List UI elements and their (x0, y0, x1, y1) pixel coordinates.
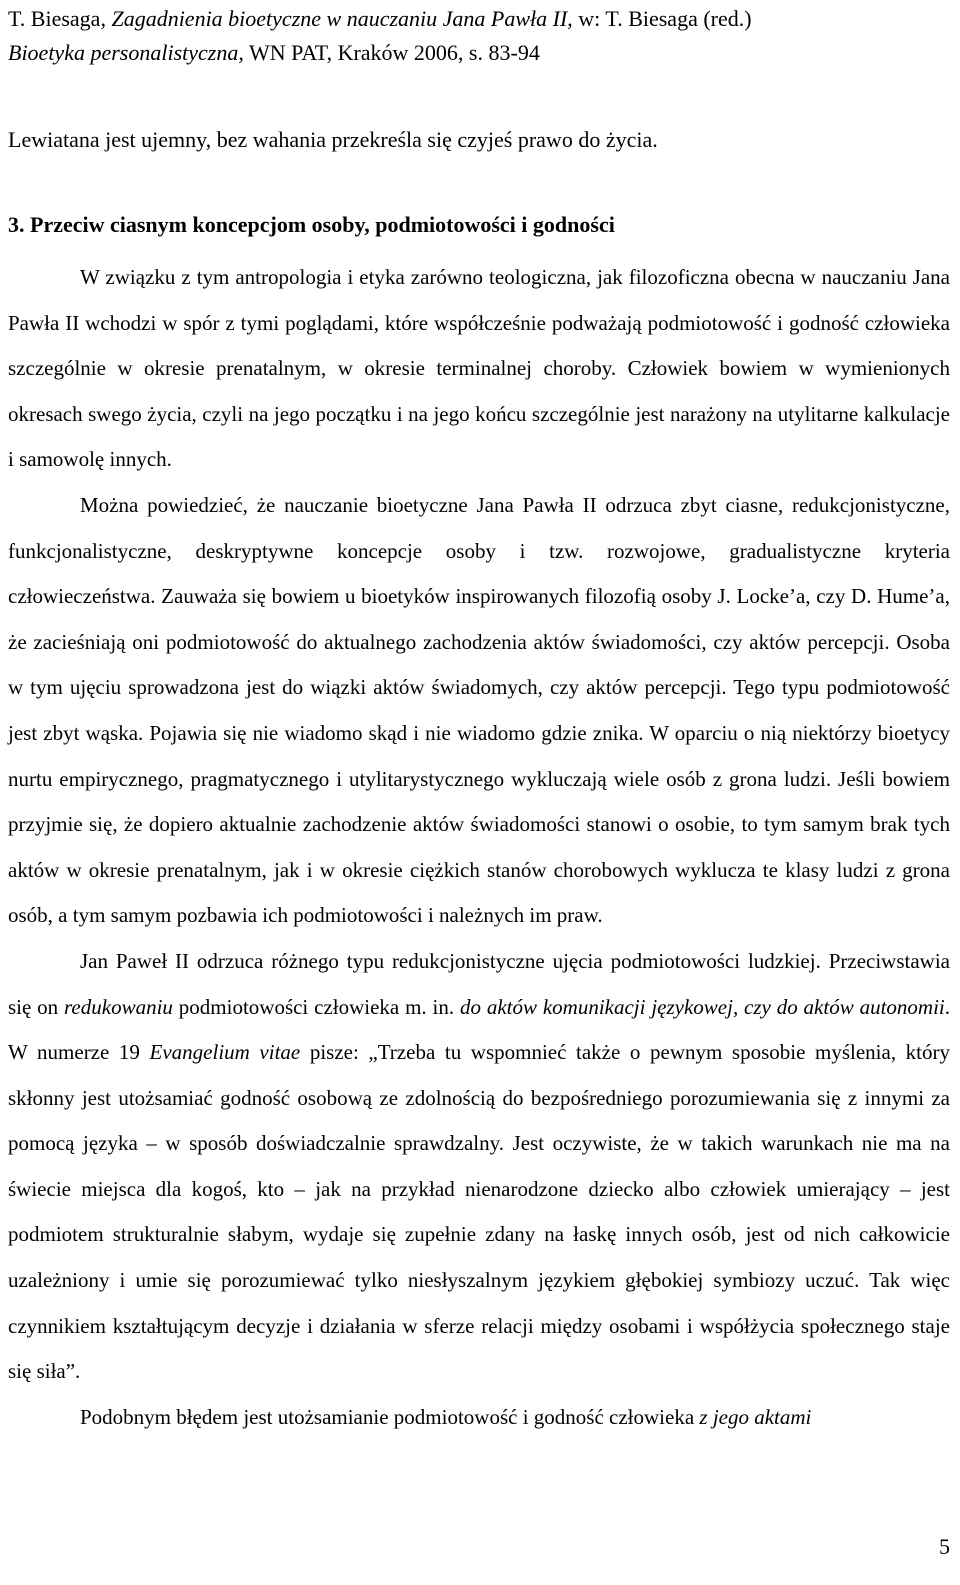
paragraph-1: W związku z tym antropologia i etyka zarówno teologiczna, jak filozoficzna obecna w nauczaniu Jana Pawła II wchodzi w spór z tymi poglądami, które współcześnie podważają podmiotowość i godność człowieka szczególnie w okresie prenatalnym, w okresie terminalnej choroby. Człowiek bowiem w wymienionych okresach swego życia, czyli na jego początku i na jego końcu szczególnie jest narażony na utylitarne kalkulacje i samowolę innych. (8, 265, 950, 472)
citation-author: T. Biesaga, (8, 6, 112, 31)
body-text (8, 255, 950, 1440)
page-number: 5 (939, 1534, 950, 1559)
paragraph-2: Można powiedzieć, że nauczanie bioetyczne Jana Pawła II odrzuca zbyt ciasne, redukcjonistyczne, funkcjonalistyczne, deskryptywne koncepcje osoby i tzw. rozwojowe, gradualistyczne kryteria człowieczeństwa. Zauważa się bowiem u bioetyków inspirowanych filozofią osoby J. Locke’a, czy D. Hume’a, że zacieśniają oni podmiotowość do aktualnego zachodzenia aktów świadomości, czy aktów percepcji. Osoba w tym ujęciu sprowadzona jest do wiązki aktów świadomych, czy aktów percepcji. Tego typu podmiotowość jest zbyt wąska. Pojawia się nie wiadomo skąd i nie wiadomo gdzie znika. W oparciu o nią niektórzy bioetycy nurtu empirycznego, pragmatycznego i utylitarystycznego wykluczają wiele osób z grona ludzi. Jeśli bowiem przyjmie się, że dopiero aktualnie zachodzenie aktów świadomości stanowi o osobie, to tym samym brak tych aktów w okresie prenatalnym, jak i w okresie ciężkich stanów chorobowych wyklucza te klasy ludzi z grona osób, a tym samym pozbawia ich podmiotowości i należnych im praw. (8, 492, 950, 928)
paragraph-3-italic-1: redukowaniu (64, 994, 173, 1019)
paragraph-3-text-a: Jan Paweł II odrzuca różnego typu redukcjonistyczne ujęcia podmiotowości ludzkiej. Przeciwstawia się on (8, 948, 950, 1019)
citation-line-1 (8, 2, 950, 36)
section-heading: 3. Przeciw ciasnym koncepcjom osoby, podmiotowości i godności (8, 212, 615, 237)
paragraph-3-text-c: . W numerze 19 (8, 994, 950, 1065)
citation-book-title: Bioetyka personalistyczna, (8, 40, 244, 65)
paragraph-3 (8, 939, 950, 1395)
citation-line-2 (8, 36, 950, 70)
citation-editor: , w: T. Biesaga (red.) (567, 6, 752, 31)
paragraph-4-italic-1: z jego aktami (699, 1404, 812, 1429)
citation-chapter-title: Zagadnienia bioetyczne w nauczaniu Jana Pawła II (111, 6, 568, 31)
document-page (8, 0, 950, 1585)
paragraph-3-italic-3: Evangelium vitae (149, 1040, 301, 1065)
citation-publisher: WN PAT, Kraków 2006, s. 83-94 (243, 40, 540, 65)
paragraph-3-italic-2: do aktów komunikacji językowej, czy do aktów autonomii (459, 994, 945, 1019)
paragraph-3-text-b: podmiotowości człowieka m. in. (172, 994, 460, 1019)
citation-header (8, 2, 950, 70)
paragraph-3-text-d: pisze: „Trzeba tu wspomnieć także o pewnym sposobie myślenia, który skłonny jest utożsamiać godność osobową ze zdolnością do bezpośredniego porozumiewania się z innymi za pomocą języka – w sposób doświadczalnie sprawdzalny. Jest oczywiste, że w takich warunkach nie ma na świecie miejsca dla kogoś, kto – jak na przykład nienarodzone dziecko albo człowiek umierający – jest podmiotem strukturalnie słabym, wydaje się zupełnie zdany na łaskę innych osób, jest od nich całkowicie uzależniony i umie się porozumiewać tylko niesłyszalnym językiem głębokiej symbiozy uczuć. Tak więc czynnikiem kształtującym decyzje i działania w sferze relacji między osobami i współżycia społecznego staje się siła”. (8, 1040, 950, 1384)
continued-text-line: Lewiatana jest ujemny, bez wahania przekreśla się czyjeś prawo do życia. (8, 127, 658, 152)
paragraph-4 (8, 1395, 950, 1441)
paragraph-4-text-a: Podobnym błędem jest utożsamianie podmiotowość i godność człowieka (80, 1404, 700, 1429)
